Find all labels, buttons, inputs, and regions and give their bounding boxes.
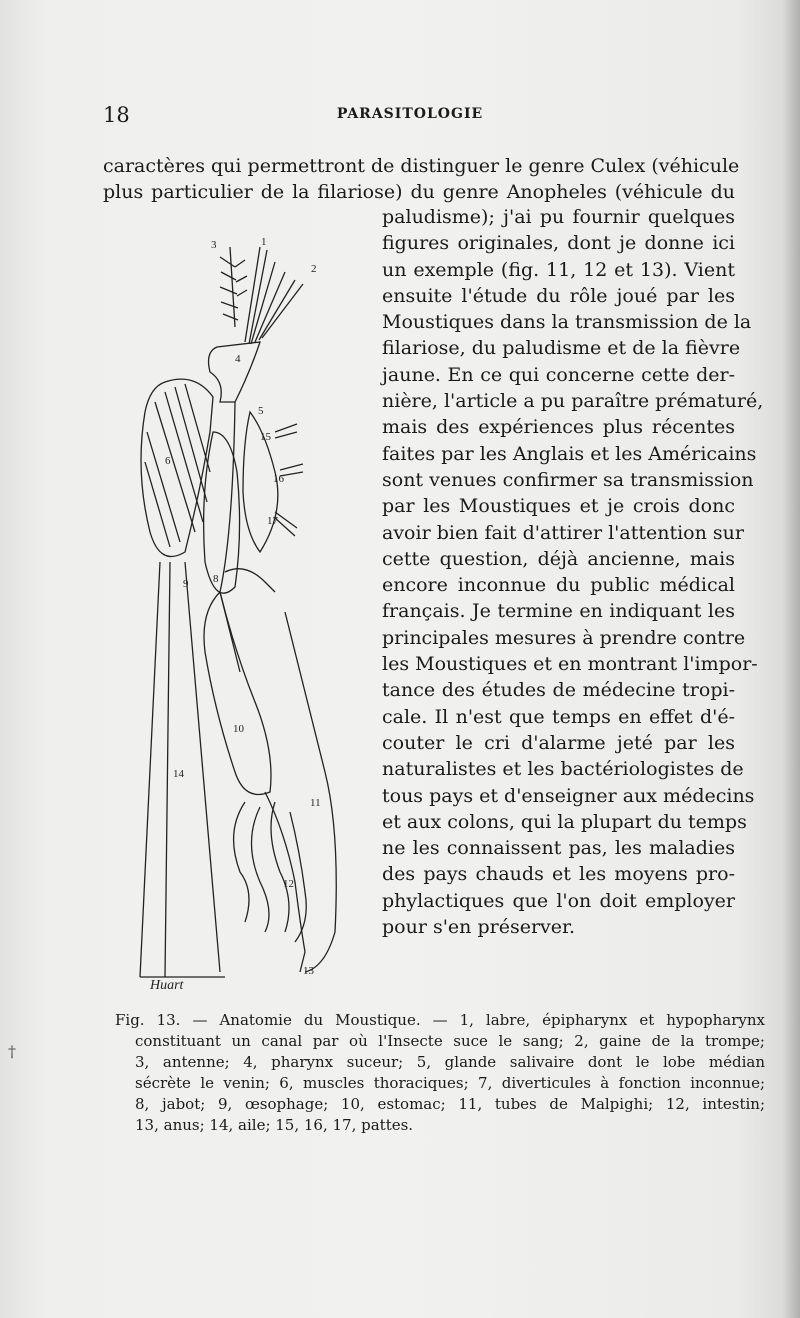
caption-line: Fig. 13. — Anatomie du Moustique. — 1, labre, épipharynx et hypopharynx	[115, 1011, 765, 1029]
body-column-line: par les Moustiques et je crois donc	[382, 495, 735, 518]
running-title: PARASITOLOGIE	[336, 106, 484, 122]
body-column-line: français. Je termine en indiquant les	[382, 600, 735, 623]
body-column-line: Moustiques dans la transmission de la	[382, 311, 752, 334]
label-3: 3	[211, 239, 217, 251]
body-column-line: cette question, déjà ancienne, mais	[382, 547, 735, 570]
label-15: 15	[260, 431, 271, 443]
body-column-line: cale. Il n'est que temps en effet d'é-	[382, 705, 735, 728]
body-column-line: nière, l'article a pu paraître prématuré,	[382, 390, 764, 413]
label-12: 12	[283, 878, 294, 890]
caption-line: 8, jabot; 9, œsophage; 10, estomac; 11, tubes de Malpighi; 12, intestin;	[135, 1095, 765, 1113]
label-2: 2	[311, 263, 317, 275]
pharynx-outline	[209, 342, 260, 402]
label-17: 17	[267, 515, 278, 527]
body-column-line: ne les connaissent pas, les maladies	[382, 837, 735, 860]
label-11: 11	[310, 797, 321, 809]
caption-line: constituant un canal par où l'Insecte suce le sang; 2, gaine de la trompe;	[135, 1032, 765, 1050]
malpighian-tubes	[234, 802, 307, 942]
body-column-line: un exemple (fig. 11, 12 et 13). Vient	[382, 258, 735, 281]
body-column-line: tance des études de médecine tropi-	[382, 679, 735, 702]
label-9: 9	[183, 578, 189, 590]
body-column-line: tous pays et d'enseigner aux médecins	[382, 784, 755, 807]
body-column-line: paludisme); j'ai pu fournir quelques	[382, 206, 735, 228]
text-column	[382, 204, 764, 940]
body-column-line: les Moustiques et en montrant l'impor-	[382, 653, 758, 676]
body-column-line: naturalistes et les bactériologistes de	[382, 758, 744, 781]
label-4: 4	[235, 353, 241, 365]
mosquito-anatomy-figure	[125, 232, 360, 997]
caption-line: 13, anus; 14, aile; 15, 16, 17, pattes.	[135, 1116, 414, 1134]
body-column-line: filariose, du paludisme et de la fièvre	[382, 337, 741, 360]
body-outline	[225, 569, 336, 972]
body-column-line: faites par les Anglais et les Américains	[382, 442, 757, 465]
figure-caption	[115, 1010, 765, 1136]
body-line-1: caractères qui permettront de distinguer le genre Culex (véhicule	[103, 155, 740, 177]
body-column-line: des pays chauds et les moyens pro-	[382, 863, 735, 886]
esophagus	[220, 402, 240, 672]
body-line-2: plus particulier de la filariose) du genre Anopheles (véhicule du	[103, 181, 735, 203]
body-column-line: jaune. En ce qui concerne cette der-	[382, 363, 735, 386]
body-column-line: ensuite l'étude du rôle joué par les	[382, 284, 735, 307]
label-6: 6	[165, 455, 171, 467]
body-column-line: sont venues confirmer sa transmission	[382, 468, 754, 491]
label-14: 14	[173, 768, 184, 780]
page-gutter-shadow	[782, 0, 800, 1318]
body-column-line: et aux colons, qui la plupart du temps	[382, 810, 747, 833]
label-8: 8	[213, 573, 219, 585]
label-1: 1	[261, 236, 267, 248]
body-column-line: mais des expériences plus récentes	[382, 416, 735, 439]
page-number: 18	[103, 103, 130, 127]
label-5: 5	[258, 405, 264, 417]
body-column-line: encore inconnue du public médical	[382, 574, 735, 597]
caption-line: 3, antenne; 4, pharynx suceur; 5, glande salivaire dont le lobe médian	[135, 1053, 765, 1071]
antenna-stem	[230, 247, 235, 327]
label-16: 16	[273, 473, 284, 485]
stomach-outline	[204, 592, 271, 795]
body-column-line: principales mesures à prendre contre	[382, 626, 746, 649]
body-column-line: couter le cri d'alarme jeté par les	[382, 731, 735, 754]
muscle-hatching	[145, 384, 210, 547]
body-column-line: pour s'en préserver.	[382, 916, 576, 939]
proboscis-lines	[245, 247, 303, 344]
body-column-line: avoir bien fait d'attirer l'attention sur	[382, 521, 744, 544]
margin-mark: †	[8, 1042, 16, 1061]
illustrator-signature: Huart	[150, 978, 184, 993]
label-13: 13	[303, 965, 314, 977]
body-column-line: figures originales, dont je donne ici	[382, 232, 735, 255]
body-column-line: phylactiques que l'on doit employer	[382, 889, 735, 912]
caption-line: sécrète le venin; 6, muscles thoraciques; 7, diverticules à fonction inconnue;	[135, 1074, 765, 1092]
label-10: 10	[233, 723, 244, 735]
